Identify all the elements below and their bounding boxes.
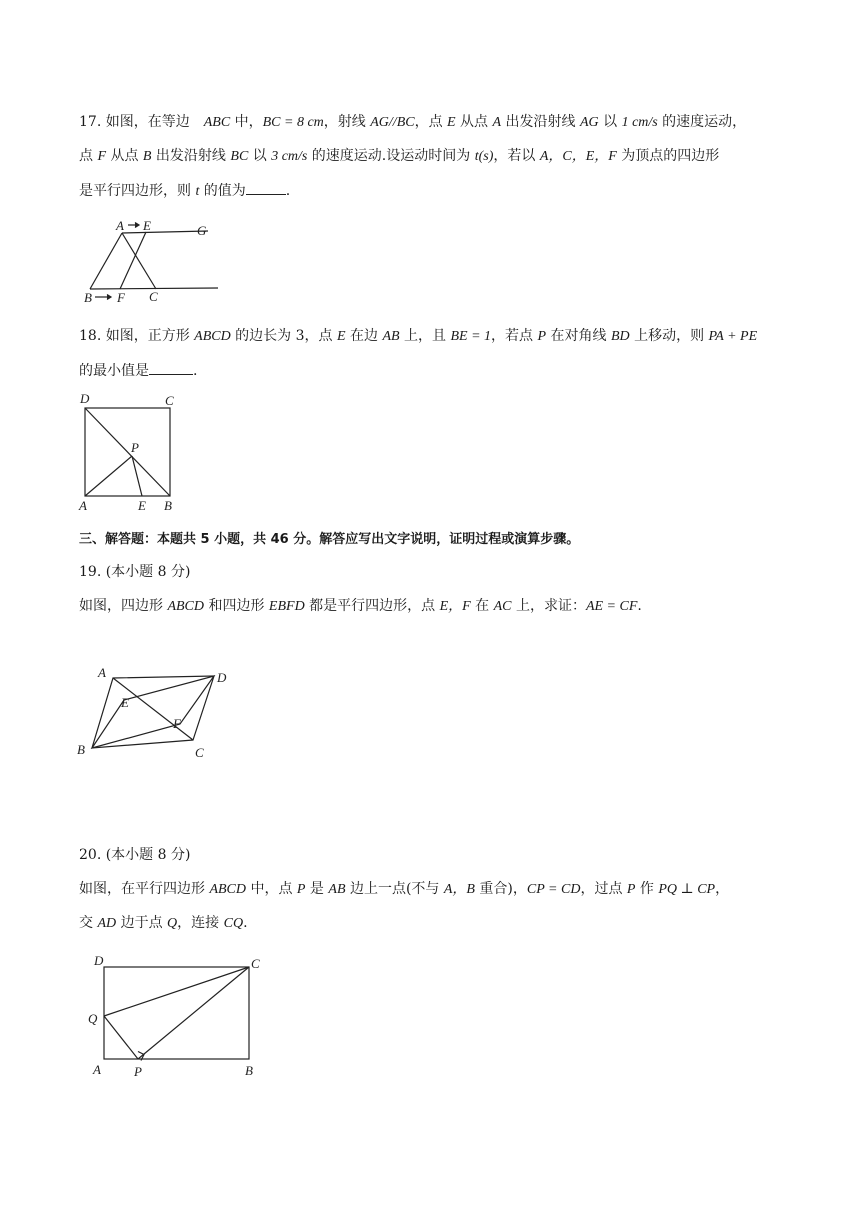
fig19-label-d: D <box>217 670 227 685</box>
section-3-heading: 三、解答题：本题共 5 小题，共 46 分。解答应写出文字说明，证明过程或演算步骤。 <box>79 532 580 547</box>
fig19-label-c: C <box>195 745 204 760</box>
fig17-label-g: G <box>197 223 207 238</box>
fig17-label-f: F <box>117 290 125 305</box>
fig20-label-b: B <box>245 1063 253 1078</box>
q19-figure <box>76 660 246 765</box>
fig20-label-q: Q <box>88 1011 98 1026</box>
q17-text-line-2: 点 F 从点 B 出发沿射线 BC 以 3 cm/s 的速度运动.设运动时间为 t(s)，若以 A，C，E，F 为顶点的四边形 <box>79 148 720 164</box>
fig17-label-a: A <box>116 218 124 233</box>
q17-text-line-3: 是平行四边形，则 t 的值为 . <box>79 180 290 202</box>
fig20-label-c: C <box>251 956 260 971</box>
answer-blank <box>246 180 286 195</box>
fig17-label-c: C <box>149 289 158 304</box>
answer-blank <box>149 360 193 375</box>
q19-header: 19. (本小题 8 分) <box>79 564 191 580</box>
fig18-label-b: B <box>164 498 172 513</box>
q20-text-line-2: 交 AD 边于点 Q，连接 CQ. <box>79 915 248 931</box>
fig17-label-b: B <box>84 290 92 305</box>
fig19-label-b: B <box>77 742 85 757</box>
fig20-label-p: P <box>134 1064 142 1079</box>
fig18-label-a: A <box>79 498 87 513</box>
fig17-label-e: E <box>143 218 151 233</box>
q20-text-line-1: 如图，在平行四边形 ABCD 中，点 P 是 AB 边上一点(不与 A，B 重合)，CP = CD，过点 P 作 PQ ⊥ CP， <box>79 881 730 897</box>
fig18-label-d: D <box>80 391 90 406</box>
fig18-label-c: C <box>165 393 174 408</box>
fig19-label-a: A <box>98 665 106 680</box>
fig19-label-f: F <box>173 716 181 731</box>
fig20-label-a: A <box>93 1062 101 1077</box>
q20-figure <box>84 952 269 1082</box>
q20-header: 20. (本小题 8 分) <box>79 847 191 863</box>
q19-text-line-1: 如图，四边形 ABCD 和四边形 EBFD 都是平行四边形，点 E，F 在 AC 上，求证：AE = CF. <box>79 598 642 614</box>
fig18-label-e: E <box>138 498 146 513</box>
q18-figure <box>76 388 186 516</box>
q17-figure <box>80 215 230 307</box>
fig19-label-e: E <box>121 695 129 710</box>
fig18-label-p: P <box>131 440 139 455</box>
fig20-label-d: D <box>94 953 104 968</box>
q18-text-line-2: 的最小值是 . <box>79 360 197 381</box>
q18-text-line-1: 18. 如图，正方形 ABCD 的边长为 3，点 E 在边 AB 上，且 BE = 1，若点 P 在对角线 BD 上移动，则 PA + PE <box>79 328 758 344</box>
q17-text-line-1: 17. 如图，在等边 ABC 中，BC = 8 cm，射线 AG//BC，点 E 从点 A 出发沿射线 AG 以 1 cm/s 的速度运动， <box>79 114 747 130</box>
